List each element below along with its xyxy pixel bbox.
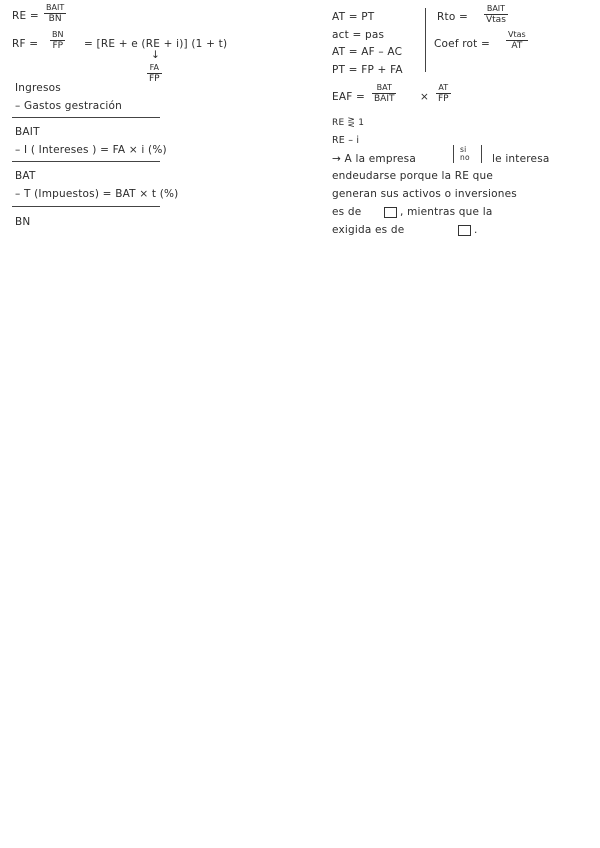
note-line-5b: . — [474, 224, 478, 236]
coef-rot-fraction — [506, 30, 528, 52]
si-word: si — [460, 145, 467, 154]
rto-denominator: Vtas — [486, 15, 506, 25]
rto-fraction — [484, 4, 508, 26]
re-minus-i: RE – i — [332, 135, 360, 146]
note-line-1b: le interesa — [492, 153, 550, 165]
coef-denominator: AT — [511, 41, 523, 51]
re-comparison: RE ⋛ 1 — [332, 118, 365, 128]
ingresos-label: Ingresos — [15, 82, 61, 94]
fa-numerator: FA — [147, 63, 162, 74]
rf-label: RF = — [12, 38, 39, 50]
note-line-4b: , mientras que la — [400, 206, 493, 218]
eaf-fraction-1 — [372, 83, 396, 105]
eaf-fraction-2 — [436, 83, 451, 105]
blank-box-1 — [384, 207, 397, 218]
rf-denominator: FP — [52, 41, 64, 51]
coef-numerator: Vtas — [508, 30, 526, 39]
si-no-bar-left — [453, 145, 454, 163]
down-arrow: ↓ — [151, 49, 160, 61]
bait-label: BAIT — [15, 126, 40, 138]
act-pas-equation: act = pas — [332, 29, 385, 41]
eaf-1-denominator: BAIT — [374, 94, 395, 104]
re-fraction — [44, 3, 66, 25]
note-line-5a: exigida es de — [332, 224, 405, 236]
no-word: no — [460, 153, 470, 162]
impuestos-label: – T (Impuestos) = BAT × t (%) — [15, 188, 179, 200]
bn-label: BN — [15, 216, 31, 228]
re-denominator: BN — [48, 14, 62, 24]
intereses-label: – I ( Intereses ) = FA × i (%) — [15, 144, 167, 156]
eaf-times: × — [420, 91, 429, 103]
note-line-2: endeudarse porque la RE que — [332, 170, 494, 182]
fp-denominator: FP — [149, 74, 160, 84]
rf-fraction — [50, 30, 65, 52]
eaf-label: EAF = — [332, 91, 365, 103]
at-af-equation: AT = AF – AC — [332, 46, 403, 58]
pt-fp-equation: PT = FP + FA — [332, 64, 403, 76]
eaf-1-numerator: BAT — [372, 83, 396, 94]
note-line-4a: es de — [332, 206, 362, 218]
note-line-1a: → A la empresa — [332, 153, 416, 165]
blank-box-2 — [458, 225, 471, 236]
rf-formula: = [RE + e (RE + i)] (1 + t) — [84, 38, 228, 50]
si-no-bar-right — [481, 145, 482, 163]
bait-divider — [12, 117, 160, 118]
eaf-2-denominator: FP — [438, 94, 449, 104]
note-line-3: generan sus activos o inversiones — [332, 188, 517, 200]
bat-divider — [12, 161, 160, 162]
column-divider — [425, 8, 426, 72]
re-label: RE = — [12, 10, 39, 22]
re-numerator: BAIT — [46, 3, 65, 12]
rf-numerator: BN — [52, 30, 64, 39]
bat-label: BAT — [15, 170, 36, 182]
rto-numerator: BAIT — [484, 4, 508, 15]
fa-fp-fraction — [147, 63, 162, 85]
rto-label: Rto = — [437, 11, 468, 23]
eaf-2-numerator: AT — [436, 83, 451, 94]
gastos-label: – Gastos gestración — [15, 100, 123, 112]
coef-rot-label: Coef rot = — [434, 38, 491, 50]
bn-divider — [12, 206, 160, 207]
at-pt-equation: AT = PT — [332, 11, 375, 23]
